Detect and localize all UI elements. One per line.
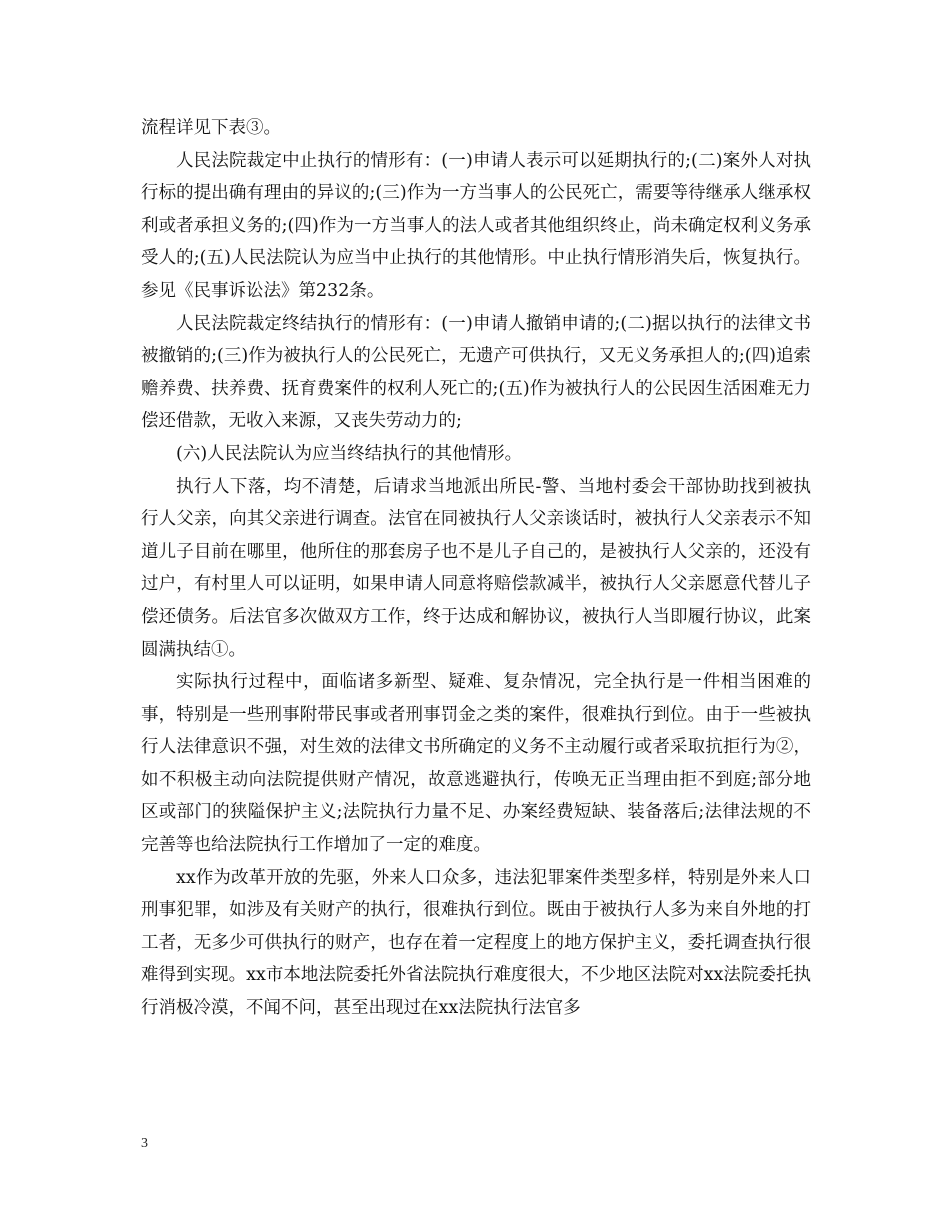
- page-number: 3: [141, 1136, 148, 1151]
- document-body: [141, 112, 811, 1025]
- paragraph-suspension-of-execution: 人民法院裁定中止执行的情形有：(一)申请人表示可以延期执行的;(二)案外人对执行标的提出确有理由的异议的;(三)作为一方当事人的公民死亡，需要等待继承人继承权利或者承担义务的;(四)作为一方当事人的法人或者其他组织终止，尚未确定权利义务承受人的;(五)人民法院认为应当中止执行的其他情形。中止执行情形消失后，恢复执行。参见《民事诉讼法》第232条。: [141, 150, 811, 301]
- paragraph-execution-difficulties: 实际执行过程中，面临诸多新型、疑难、复杂情况，完全执行是一件相当困难的事，特别是一些刑事附带民事或者刑事罚金之类的案件，很难执行到位。由于一些被执行人法律意识不强，对生效的法律文书所确定的义务不主动履行或者采取抗拒行为②，如不积极主动向法院提供财产情况，故意逃避执行，传唤无正当理由拒不到庭;部分地区或部门的狭隘保护主义;法院执行力量不足、办案经费短缺、装备落后;法律法规的不完善等也给法院执行工作增加了一定的难度。: [141, 672, 811, 856]
- paragraph-termination-of-execution: 人民法院裁定终结执行的情形有：(一)申请人撤销申请的;(二)据以执行的法律文书被撤销的;(三)作为被执行人的公民死亡，无遗产可供执行，又无义务承担人的;(四)追索赡养费、扶养费、抚育费案件的权利人死亡的;(五)作为被执行人的公民因生活困难无力偿还借款，无收入来源，又丧失劳动力的;: [141, 313, 811, 432]
- paragraph-local-situation: xx作为改革开放的先驱，外来人口众多，违法犯罪案件类型多样，特别是外来人口刑事犯罪，如涉及有关财产的执行，很难执行到位。既由于被执行人多为来自外地的打工者，无多少可供执行的财产，也存在着一定程度上的地方保护主义，委托调查执行很难得到实现。xx市本地法院委托外省法院执行难度很大，不少地区法院对xx法院委托执行消极冷漠，不闻不问，甚至出现过在xx法院执行法官多: [141, 867, 811, 1019]
- paragraph-case-example: 执行人下落，均不清楚，后请求当地派出所民-警、当地村委会干部协助找到被执行人父亲，向其父亲进行调查。法官在同被执行人父亲谈话时，被执行人父亲表示不知道儿子目前在哪里，他所住的那套房子也不是儿子自己的，是被执行人父亲的，还没有过户，有村里人可以证明，如果申请人同意将赔偿款减半，被执行人父亲愿意代替儿子偿还债务。后法官多次做双方工作，终于达成和解协议，被执行人当即履行协议，此案圆满执结①。: [141, 476, 811, 660]
- paragraph-continuation: 流程详见下表③。: [141, 118, 281, 138]
- paragraph-termination-item-six: (六)人民法院认为应当终结执行的其他情形。: [176, 443, 523, 464]
